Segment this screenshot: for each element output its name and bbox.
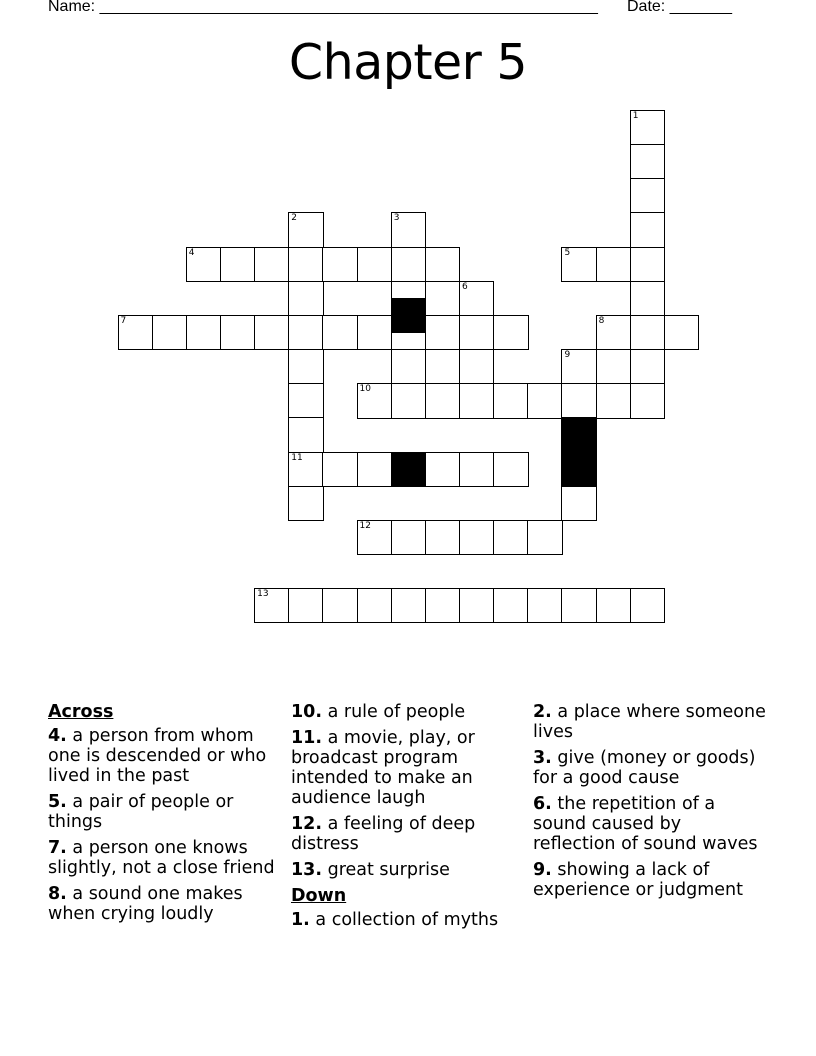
grid-cell[interactable] (425, 383, 460, 418)
clues-column-3 (533, 702, 768, 906)
cell-number: 7 (120, 315, 127, 326)
grid-cell[interactable] (459, 452, 494, 487)
clue-across-7: 7. a person one knows slightly, not a close friend (48, 838, 275, 878)
grid-cell[interactable] (596, 247, 631, 282)
cell-number: 13 (257, 589, 269, 600)
clue-down-6: 6. the repetition of a sound caused by reflection of sound waves (533, 794, 758, 854)
grid-cell[interactable] (527, 383, 562, 418)
grid-cell[interactable] (425, 588, 460, 623)
grid-cell[interactable] (425, 452, 460, 487)
grid-cell[interactable] (493, 383, 528, 418)
grid-cell[interactable] (459, 281, 494, 316)
grid-cell[interactable] (425, 349, 460, 384)
grid-cell[interactable] (391, 349, 426, 384)
grid-cell[interactable] (561, 247, 596, 282)
grid-cell[interactable] (357, 383, 392, 418)
clue-down-2: 2. a place where someone lives (533, 702, 766, 742)
clue-across-4: 4. a person from whom one is descended or who lived in the past (48, 726, 267, 786)
grid-cell[interactable] (288, 588, 323, 623)
grid-cell[interactable] (493, 520, 528, 555)
grid-cell[interactable] (561, 588, 596, 623)
grid-cell[interactable] (220, 247, 255, 282)
clue-down-3: 3. give (money or goods) for a good cause (533, 748, 756, 788)
grid-cell[interactable] (357, 588, 392, 623)
grid-cell[interactable] (391, 588, 426, 623)
grid-cell[interactable] (425, 315, 460, 350)
grid-cell[interactable] (288, 281, 323, 316)
grid-cell[interactable] (459, 520, 494, 555)
clue-across-5: 5. a pair of people or things (48, 792, 234, 832)
clue-across-12: 12. a feeling of deep distress (291, 814, 476, 854)
grid-cell[interactable] (254, 247, 289, 282)
grid-cell[interactable] (493, 452, 528, 487)
cell-number: 4 (188, 247, 195, 258)
grid-block (561, 417, 596, 452)
cell-number: 12 (359, 520, 371, 531)
grid-cell[interactable] (220, 315, 255, 350)
cell-number: 5 (564, 247, 571, 258)
grid-cell[interactable] (357, 520, 392, 555)
grid-cell[interactable] (561, 383, 596, 418)
grid-cell[interactable] (254, 588, 289, 623)
clue-across-13: 13. great surprise (291, 860, 450, 880)
grid-cell[interactable] (288, 486, 323, 521)
clue-down-1: 1. a collection of myths (291, 910, 499, 930)
grid-cell[interactable] (254, 315, 289, 350)
grid-cell[interactable] (630, 588, 665, 623)
cell-number: 1 (632, 111, 639, 121)
grid-cell[interactable] (596, 383, 631, 418)
grid-cell[interactable] (322, 588, 357, 623)
grid-cell[interactable] (561, 349, 596, 384)
cell-number: 9 (564, 350, 571, 361)
grid-cell[interactable] (459, 349, 494, 384)
grid-cell[interactable] (391, 247, 426, 282)
cell-number: 2 (291, 213, 297, 224)
grid-cell[interactable] (493, 588, 528, 623)
grid-cell[interactable] (288, 383, 323, 418)
grid-cell[interactable] (357, 247, 392, 282)
grid-cell[interactable] (630, 110, 665, 145)
grid-cell[interactable] (288, 417, 323, 452)
cell-number: 6 (462, 281, 468, 292)
grid-cell[interactable] (630, 178, 665, 213)
grid-block (391, 452, 426, 487)
grid-cell[interactable] (459, 588, 494, 623)
grid-cell[interactable] (527, 520, 562, 555)
grid-cell[interactable] (630, 349, 665, 384)
grid-cell[interactable] (357, 315, 392, 350)
grid-cell[interactable] (288, 452, 323, 487)
grid-cell[interactable] (186, 315, 221, 350)
grid-cell[interactable] (118, 315, 153, 350)
grid-block (391, 298, 426, 333)
grid-cell[interactable] (186, 247, 221, 282)
grid-cell[interactable] (630, 383, 665, 418)
cell-number: 11 (291, 452, 303, 463)
clues-column-1 (48, 702, 283, 930)
grid-cell[interactable] (596, 315, 631, 350)
grid-cell[interactable] (527, 588, 562, 623)
grid-cell[interactable] (357, 452, 392, 487)
grid-cell[interactable] (391, 383, 426, 418)
grid-cell[interactable] (391, 212, 426, 247)
grid-block (561, 452, 596, 487)
grid-cell[interactable] (630, 281, 665, 316)
grid-cell[interactable] (630, 144, 665, 179)
grid-cell[interactable] (391, 520, 426, 555)
grid-cell[interactable] (322, 315, 357, 350)
grid-cell[interactable] (288, 315, 323, 350)
grid-cell[interactable] (288, 212, 323, 247)
cell-number: 8 (598, 315, 605, 326)
across-heading: Across (48, 702, 114, 722)
grid-cell[interactable] (425, 520, 460, 555)
clue-across-10: 10. a rule of people (291, 702, 466, 722)
clue-down-9: 9. showing a lack of experience or judgment (533, 860, 743, 900)
grid-cell[interactable] (630, 212, 665, 247)
grid-cell[interactable] (561, 486, 596, 521)
grid-cell[interactable] (459, 315, 494, 350)
grid-cell[interactable] (493, 315, 528, 350)
grid-cell[interactable] (425, 247, 460, 282)
grid-cell[interactable] (630, 315, 665, 350)
clues-column-2 (291, 702, 526, 936)
grid-cell[interactable] (288, 247, 323, 282)
name-field-label: Name: ________________________________________________________ (48, 0, 598, 15)
clue-across-11: 11. a movie, play, or broadcast program intended to make an audience laugh (291, 728, 475, 808)
clue-across-8: 8. a sound one makes when crying loudly (48, 884, 243, 924)
grid-cell[interactable] (459, 383, 494, 418)
grid-cell[interactable] (288, 349, 323, 384)
date-field-label: Date: _______ (627, 0, 732, 15)
cell-number: 10 (359, 384, 371, 395)
grid-cell[interactable] (152, 315, 187, 350)
page-title: Chapter 5 (288, 34, 528, 91)
cell-number: 3 (393, 213, 400, 224)
grid-cell[interactable] (322, 247, 357, 282)
grid-cell[interactable] (596, 588, 631, 623)
grid-cell[interactable] (322, 452, 357, 487)
grid-cell[interactable] (630, 247, 665, 282)
down-heading: Down (291, 886, 347, 906)
grid-cell[interactable] (664, 315, 699, 350)
grid-cell[interactable] (425, 281, 460, 316)
